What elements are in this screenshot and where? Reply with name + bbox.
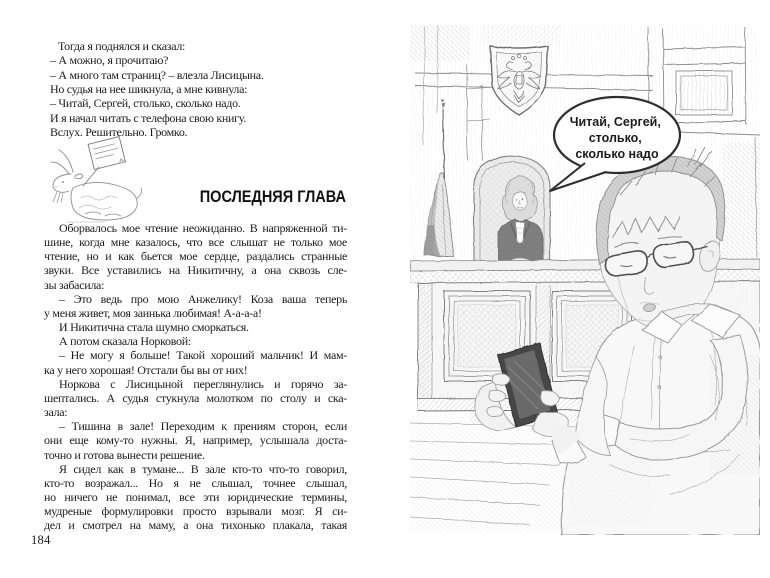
text-line: точно и готова вынести решение. <box>44 447 205 462</box>
text-line: – Тишина в зале! Переходим к прениям сторон, если <box>59 419 347 434</box>
text-line: зы забасила: <box>44 277 105 292</box>
text-line: Оборвалось мое чтение неожиданно. В напряженной ти- <box>59 221 347 235</box>
text-line: – А много там страниц? – влезла Лисицына. <box>50 67 264 82</box>
text-line: зала: <box>44 405 68 420</box>
body-text <box>44 221 347 532</box>
speech-bubble-text: Читай, Сергей, столько, сколько надо <box>569 115 661 161</box>
text-line: Я сидел как в тумане... В зале кто-то что-то говорил, <box>59 461 347 476</box>
text-line: они еще кому-то нужны. Я, например, услышала доста- <box>44 433 347 448</box>
text-line: А потом сказала Норковой: <box>59 334 191 349</box>
paper-sign <box>88 137 125 170</box>
text-line: шине, когда мне казалось, что все слышат не только мое <box>44 235 347 250</box>
text-line: у меня живет, моя заинька любимая! А-а-а-а! <box>44 305 262 320</box>
chapter-heading: ПОСЛЕДНЯЯ ГЛАВА <box>199 188 346 206</box>
text-line: – Это ведь про мою Анжелику! Коза ваша теперь <box>59 291 347 306</box>
text-line: звуки. Все уставились на Никитичну, а она сквозь сле- <box>44 263 347 278</box>
text-line: И я начал читать с телефона свою книгу. <box>50 110 246 125</box>
text-line: – А можно, я прочитаю? <box>50 53 169 68</box>
text-line: шептались. А судья стукнула молотком по столу и ска- <box>44 390 347 405</box>
page-number: 184 <box>31 533 51 547</box>
text-line: Норкова с Лисицыной переглянулись и горячо за- <box>59 376 347 391</box>
text-line: – Не могу я больше! Такой хороший мальчик! И мам- <box>59 348 347 363</box>
text-line: мудреные формулировки просто взрывали мозг. Я си- <box>44 504 347 519</box>
text-line: Вслух. Решительно. Громко. <box>50 125 188 140</box>
text-line: ка у него хорошая! Отстали бы вы от них! <box>44 362 248 377</box>
goat-sketch <box>33 136 151 230</box>
text-line: но ничего не понимал, все эти юридические термины, <box>44 489 347 504</box>
judge-jabot <box>516 222 524 243</box>
text-line: – Читай, Сергей, столько, сколько надо. <box>50 96 241 111</box>
text-line: Но судья на нее шикнула, а мне кивнула: <box>50 82 248 97</box>
text-line: чтение, но и как бьется мое сердце, раздались странные <box>44 249 347 264</box>
courtroom-illustration <box>410 25 760 535</box>
text-line: И Никитична стала шумно сморкаться. <box>59 320 249 335</box>
excerpt-block <box>50 39 350 139</box>
text-line: дел и смотрел на маму, а она тихонько плакала, такая <box>44 518 347 533</box>
text-line: кто-то возражал... Но я не слышал, точнее слышал, <box>44 475 347 490</box>
text-line: Тогда я поднялся и сказал: <box>58 39 186 53</box>
